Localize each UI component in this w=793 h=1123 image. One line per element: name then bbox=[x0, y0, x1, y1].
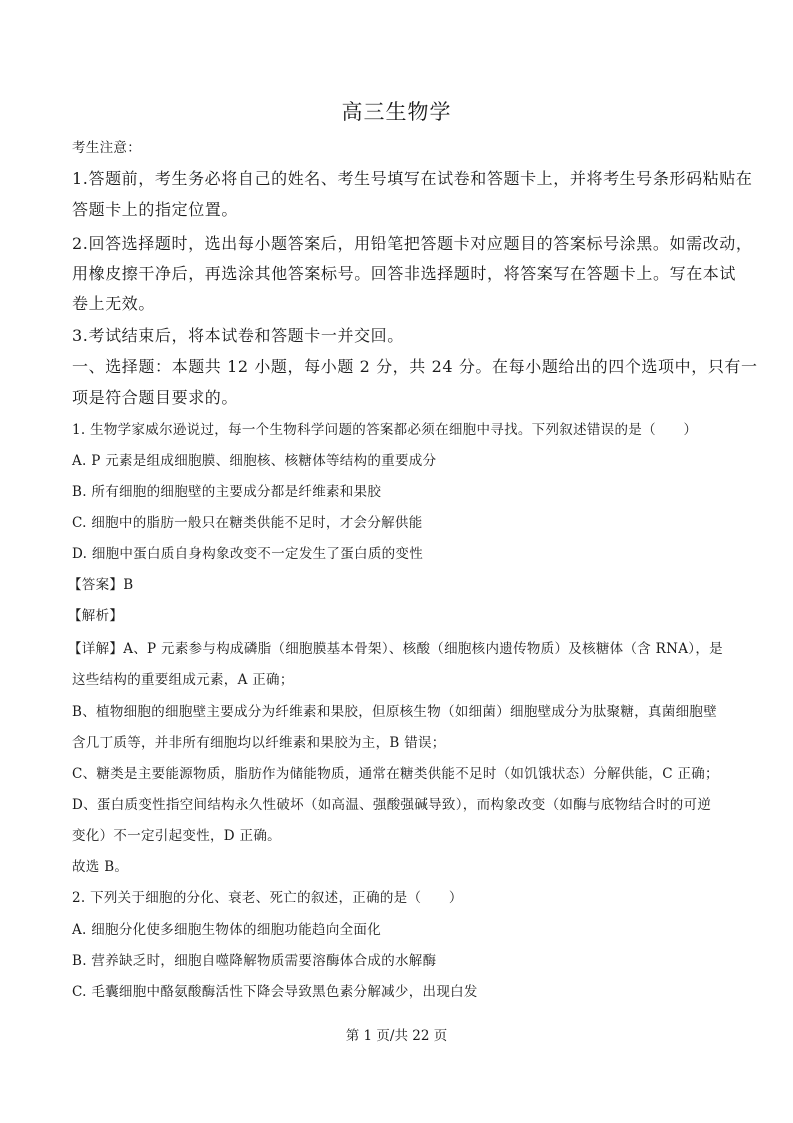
section-heading: 项是符合题目要求的。 bbox=[72, 388, 239, 407]
question-option: B. 营养缺乏时，细胞自噬降解物质需要溶酶体合成的水解酶 bbox=[72, 953, 437, 969]
notice-line: 卷上无效。 bbox=[72, 294, 156, 313]
question-option: B. 所有细胞的细胞壁的主要成分都是纤维素和果胶 bbox=[72, 484, 382, 500]
detail-line: D、蛋白质变性指空间结构永久性破坏（如高温、强酸强碱导致），而构象改变（如酶与底物结合时的可逆 bbox=[72, 797, 712, 813]
detail-line: 【详解】A、P 元素参与构成磷脂（细胞膜基本骨架）、核酸（细胞核内遗传物质）及核糖体（含 RNA），是 bbox=[68, 641, 723, 657]
detail-line: 这些结构的重要组成元素，A 正确； bbox=[72, 672, 294, 688]
detail-line: 故选 B。 bbox=[72, 859, 129, 875]
question-option: C. 毛囊细胞中酪氨酸酶活性下降会导致黑色素分解减少，出现白发 bbox=[72, 984, 478, 1000]
detail-line: 变化）不一定引起变性，D 正确。 bbox=[72, 828, 281, 844]
detail-line: B、植物细胞的细胞壁主要成分为纤维素和果胶，但原核生物（如细菌）细胞壁成分为肽聚糖，真菌细胞壁 bbox=[72, 704, 718, 720]
notice-heading: 考生注意： bbox=[72, 140, 141, 156]
page-title: 高三生物学 bbox=[341, 100, 452, 124]
answer-label: 【答案】B bbox=[68, 577, 134, 593]
page-footer: 第 1 页/共 22 页 bbox=[345, 1028, 448, 1044]
section-heading: 一、选择题：本题共 12 小题，每小题 2 分，共 24 分。在每小题给出的四个选项中，只有一 bbox=[72, 357, 758, 376]
question-option: C. 细胞中的脂肪一般只在糖类供能不足时，才会分解供能 bbox=[72, 515, 423, 531]
question-option: A. 细胞分化使多细胞生物体的细胞功能趋向全面化 bbox=[72, 922, 382, 938]
notice-line: 用橡皮擦干净后，再选涂其他答案标号。回答非选择题时，将答案写在答题卡上。写在本试 bbox=[72, 264, 737, 283]
notice-line: 3.考试结束后，将本试卷和答题卡一并交回。 bbox=[72, 326, 404, 345]
question-stem: 2. 下列关于细胞的分化、衰老、死亡的叙述，正确的是（ ） bbox=[72, 890, 463, 906]
question-option: A. P 元素是组成细胞膜、细胞核、核糖体等结构的重要成分 bbox=[72, 453, 437, 469]
question-option: D. 细胞中蛋白质自身构象改变不一定发生了蛋白质的变性 bbox=[72, 546, 424, 562]
notice-line: 1.答题前，考生务必将自己的姓名、考生号填写在试卷和答题卡上，并将考生号条形码粘贴在 bbox=[72, 169, 753, 188]
notice-line: 2.回答选择题时，选出每小题答案后，用铅笔把答题卡对应题目的答案标号涂黑。如需改动， bbox=[72, 234, 753, 253]
analysis-label: 【解析】 bbox=[68, 608, 124, 624]
detail-line: C、糖类是主要能源物质，脂肪作为储能物质，通常在糖类供能不足时（如饥饿状态）分解供能，C 正确； bbox=[72, 766, 719, 782]
notice-line: 答题卡上的指定位置。 bbox=[72, 200, 239, 219]
question-stem: 1. 生物学家威尔逊说过，每一个生物科学问题的答案都必须在细胞中寻找。下列叙述错误的是（ ） bbox=[72, 422, 698, 438]
detail-line: 含几丁质等，并非所有细胞均以纤维素和果胶为主，B 错误； bbox=[72, 735, 446, 751]
